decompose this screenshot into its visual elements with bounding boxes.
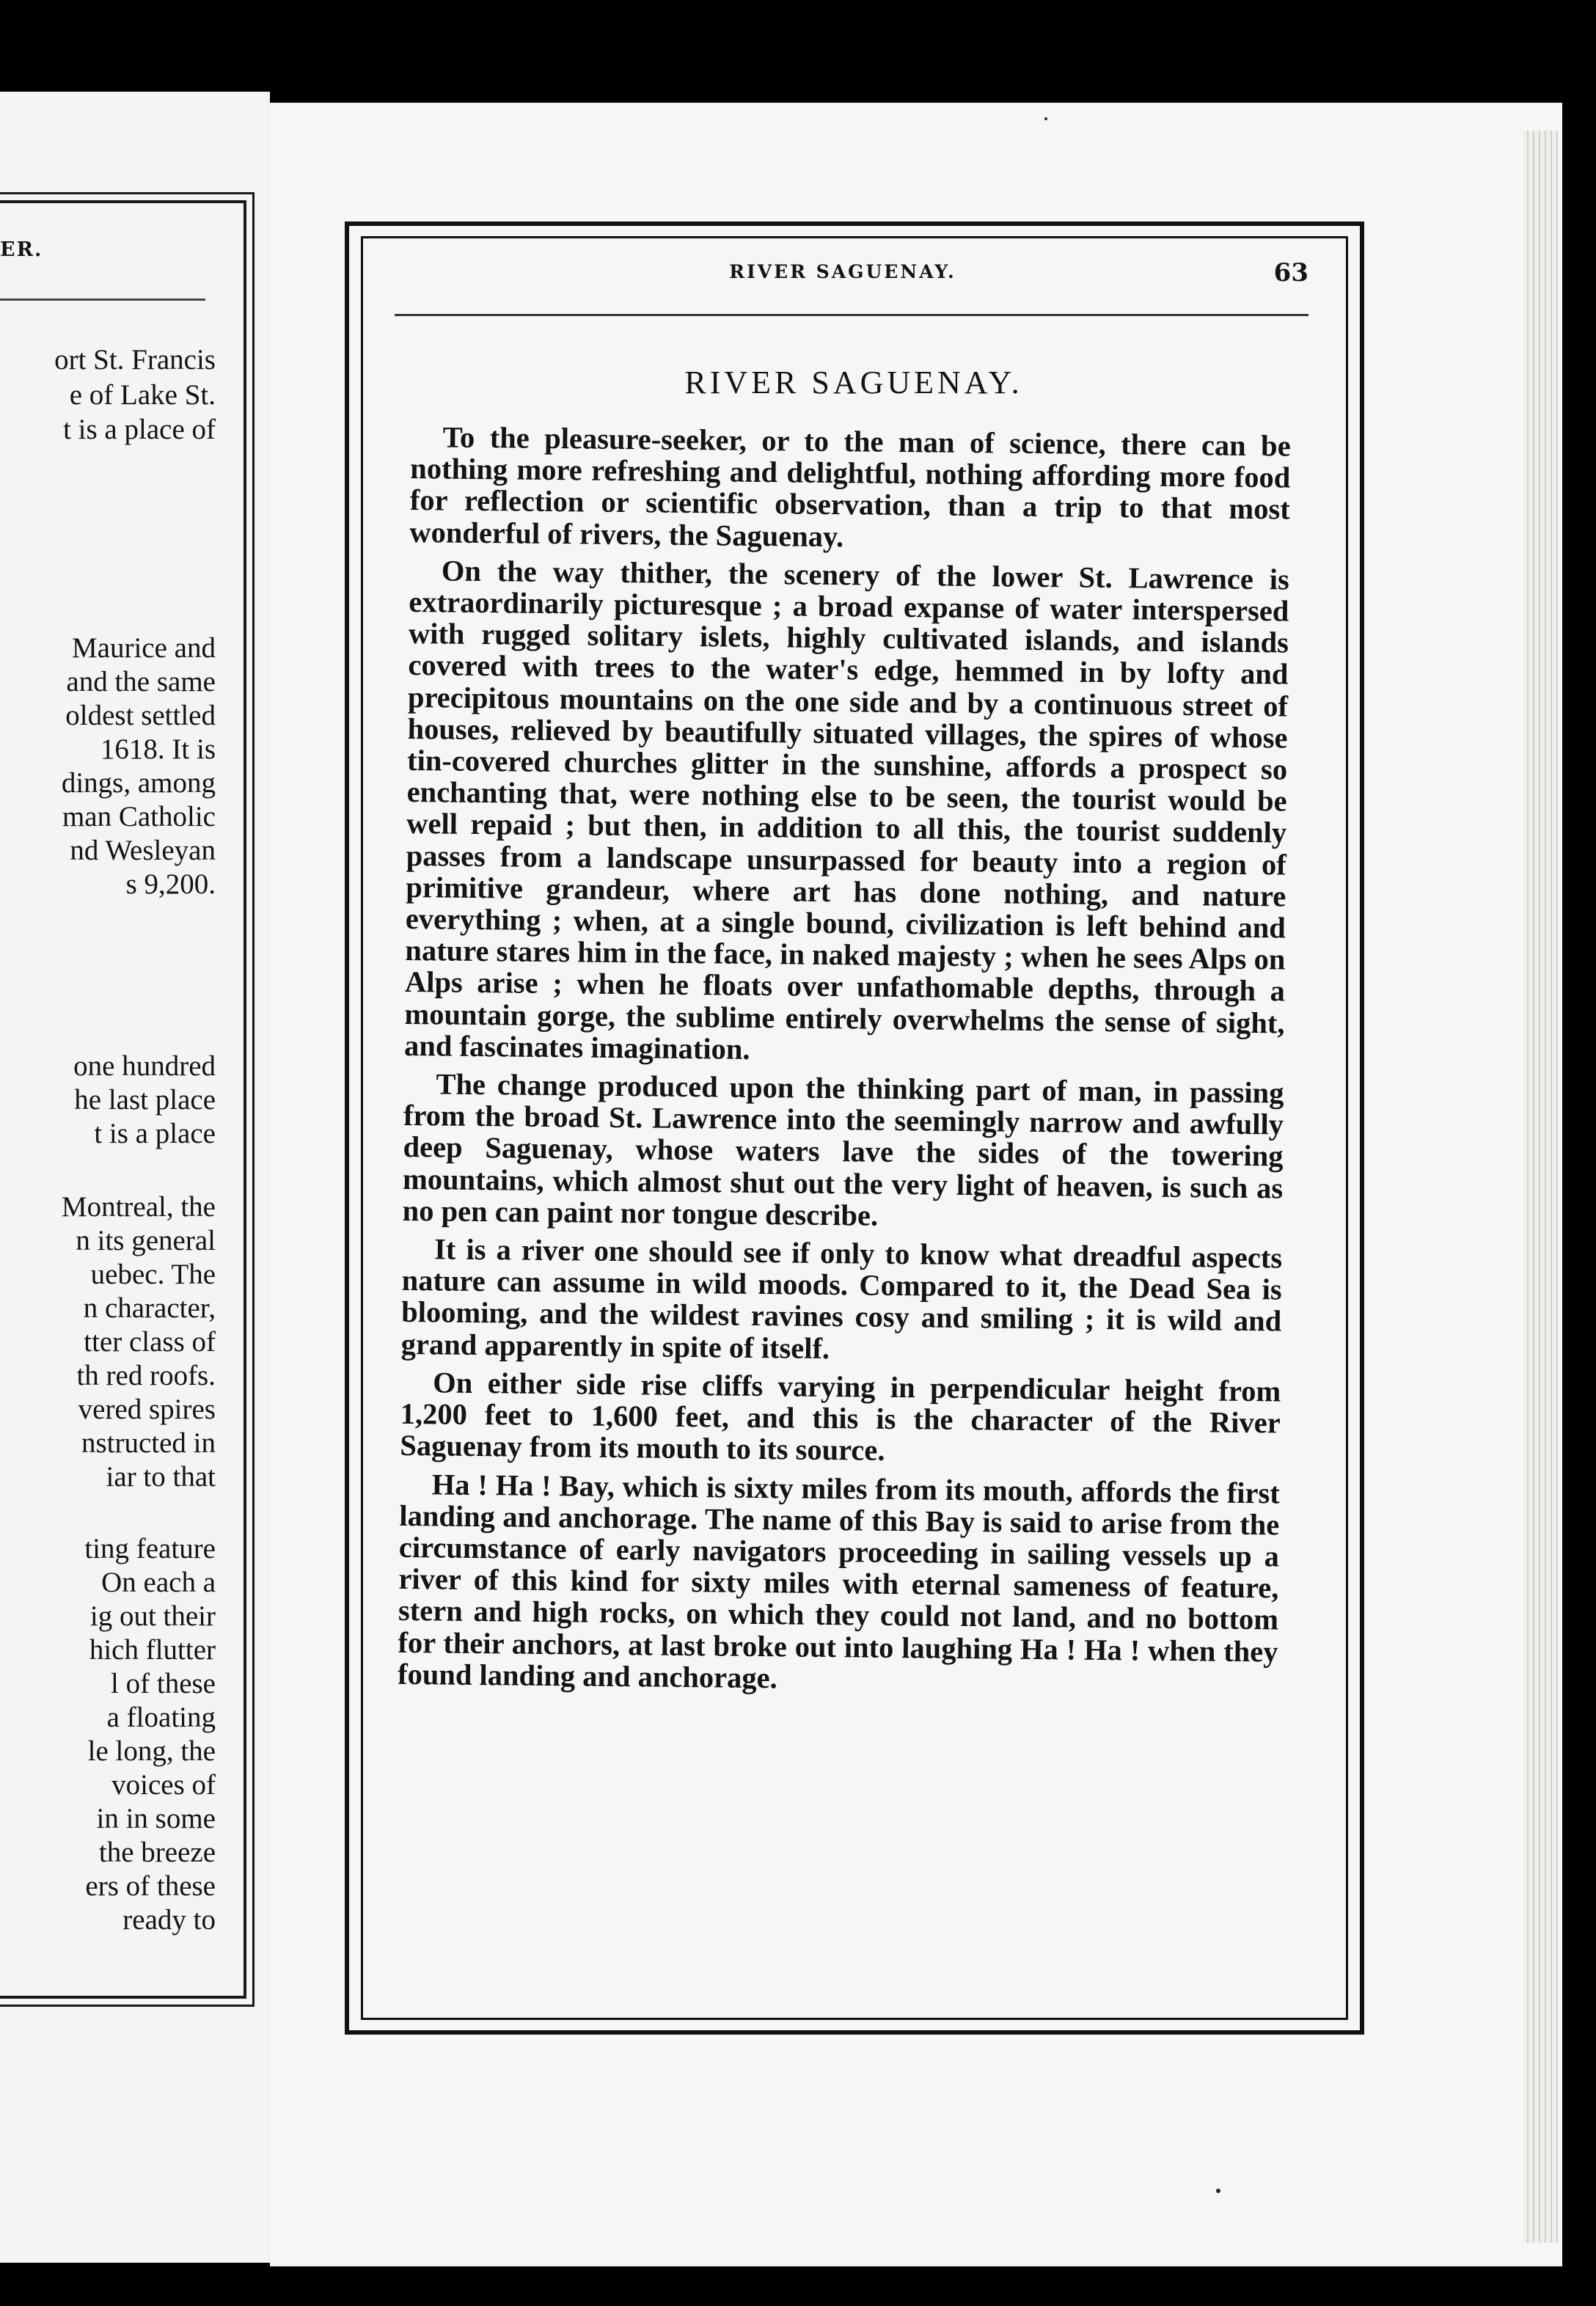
left-page-line: n its general: [76, 1225, 216, 1256]
left-page-line: le long, the: [87, 1735, 216, 1767]
left-page-line: voices of: [111, 1769, 216, 1801]
chapter-title: RIVER SAGUENAY.: [684, 365, 1023, 400]
body-text: [398, 421, 1291, 1705]
page-number: 63: [1273, 258, 1308, 288]
page-stack-edge: [1523, 131, 1558, 2243]
left-page-line: s 9,200.: [125, 868, 216, 900]
left-page-line: oldest settled: [65, 700, 216, 731]
left-page-line: e of Lake St.: [69, 379, 216, 411]
left-page-line: th red roofs.: [76, 1360, 216, 1391]
paragraph-1: To the pleasure-seeker, or to the man of science, there can be nothing more refreshing and delightful, nothing affording more food for reflection or scientific observation, than a trip to that most wonderful of rivers, the Saguenay.: [409, 420, 1291, 553]
left-page-line: iar to that: [106, 1461, 216, 1493]
left-running-head: ER.: [0, 238, 43, 261]
left-page-line: On each a: [101, 1567, 216, 1598]
left-page-line: and the same: [66, 666, 216, 698]
left-page-line: Montreal, the: [61, 1191, 216, 1223]
left-page-line: vered spires: [78, 1394, 216, 1425]
left-page-line: tter class of: [84, 1326, 216, 1358]
left-page-line: he last place: [74, 1084, 216, 1116]
left-page-line: hich flutter: [89, 1634, 216, 1666]
paragraph-4: It is a river one should see if only to know what dreadful aspects nature can assume in wild moods. Compared to it, the Dead Sea is blooming, and the wildest ravines cosy and smiling ; it is wild and grand apparently in spite of itself.: [400, 1232, 1283, 1365]
left-page-line: uebec. The: [90, 1259, 216, 1290]
paragraph-2: On the way thither, the scenery of the lower St. Lawrence is extraordinarily picturesque ; a broad expanse of water interspersed with rugged solitary islets, highly cultivated islands, and islands covered with trees to the water's edge, hemmed in by lofty and precipitous mountains on the one side and by a continuous street of houses, relieved by beautifully situated villages, the spires of whose tin-covered churches glitter in the sunshine, affords a prospect so enchanting that, were nothing else to be seen, the tourist would be well repaid ; but then, in addition to all this, the tourist suddenly passes from a landscape unsurpassed for beauty into a region of primitive grandeur, where art has done nothing, and nature everything ; when, at a single bound, civilization is left behind and nature stares him in the face, in naked majesty ; when he sees Alps on Alps arise ; when he floats over unfathomable depths, through a mountain gorge, the sublime entirely overwhelms the sense of sight, and fascinates imagination.: [403, 554, 1290, 1066]
paragraph-3: The change produced upon the thinking part of man, in passing from the broad St. Lawrence into the seemingly narrow and awfully deep Saguenay, whose waters lave the sides of the towering mountains, which almost shut out the very light of heaven, is such as no pen can paint nor tongue describe.: [402, 1067, 1284, 1232]
left-page-line: man Catholic: [62, 801, 216, 832]
left-page-line: ready to: [122, 1904, 216, 1936]
left-page-line: t is a place of: [63, 414, 216, 445]
left-page-line: ort St. Francis: [54, 344, 216, 376]
left-page-line: ers of these: [85, 1870, 216, 1902]
left-page-line: ig out their: [89, 1600, 216, 1632]
left-page-line: Maurice and: [72, 632, 216, 664]
left-page-line: l of these: [111, 1668, 216, 1699]
left-page-line: in in some: [96, 1803, 216, 1834]
running-head: [377, 258, 1308, 288]
paragraph-5: On either side rise cliffs varying in perpendicular height from 1,200 feet to 1,600 feet, and this is the character of the River Saguenay from its mouth to its source.: [400, 1366, 1281, 1468]
header-rule: [395, 314, 1308, 316]
running-head-title: RIVER SAGUENAY.: [729, 261, 956, 282]
left-page-line: one hundred: [73, 1050, 216, 1082]
left-page-line: nd Wesleyan: [70, 835, 216, 866]
left-page-line: ting feature: [84, 1533, 216, 1564]
left-page-line: t is a place: [94, 1118, 216, 1149]
left-page-line: a floating: [106, 1702, 216, 1733]
left-page-line: n character,: [83, 1292, 216, 1324]
left-page-line: the breeze: [98, 1837, 216, 1868]
left-page-line: dings, among: [61, 767, 216, 799]
ink-speck: [1216, 2189, 1220, 2193]
left-page-line: nstructed in: [81, 1427, 216, 1459]
left-page: [0, 92, 270, 2263]
ink-speck: [1044, 117, 1047, 120]
paragraph-6: Ha ! Ha ! Bay, which is sixty miles from its mouth, affords the first landing and anchorage. The name of this Bay is said to arise from the circumstance of early navigators proceeding in sailing vessels up a river of this kind for sixty miles with eternal sameness of feature, stern and high rocks, on which they could not land, and no bottom for their anchors, at last broke out into laughing Ha ! Ha ! when they found landing and anchorage.: [397, 1467, 1280, 1695]
left-header-rule: [0, 299, 205, 301]
left-page-line: 1618. It is: [100, 733, 216, 765]
